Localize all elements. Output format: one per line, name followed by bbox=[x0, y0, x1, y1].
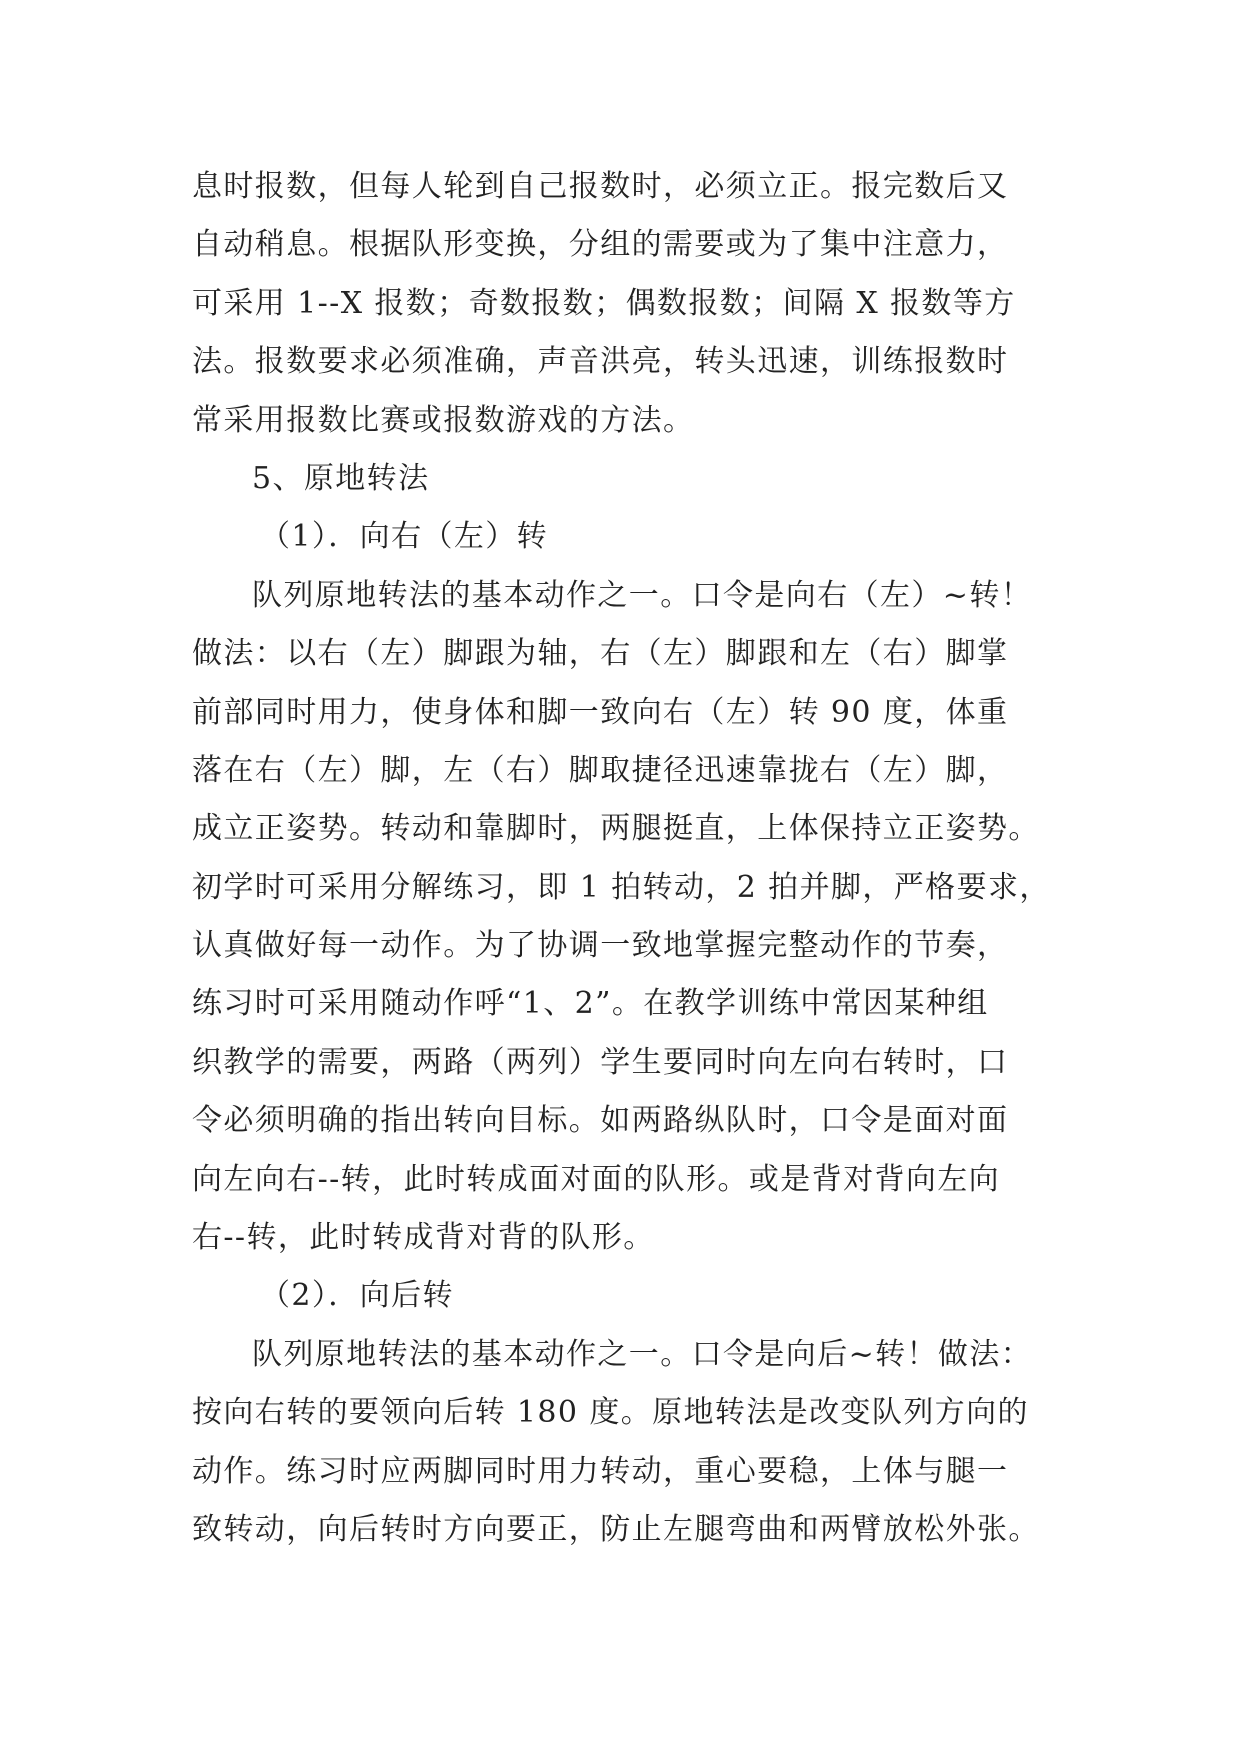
text-line: 认真做好每一动作。为了协调一致地掌握完整动作的节奏， bbox=[192, 928, 1009, 964]
text-line: 练习时可采用随动作呼“1、2”。在教学训练中常因某种组 bbox=[192, 986, 989, 1022]
text-line: 落在右（左）脚，左（右）脚取捷径迅速靠拢右（左）脚， bbox=[192, 752, 1009, 788]
text-line: 自动稍息。根据队形变换，分组的需要或为了集中注意力， bbox=[192, 227, 1009, 263]
text-line: 息时报数，但每人轮到自己报数时，必须立正。报完数后又 bbox=[192, 169, 1009, 204]
text-line: 初学时可采用分解练习，即 1 拍转动，2 拍并脚，严格要求， bbox=[192, 869, 1051, 905]
text-line: 常采用报数比赛或报数游戏的方法。 bbox=[192, 402, 695, 438]
text-line: 成立正姿势。转动和靠脚时，两腿挺直，上体保持立正姿势。 bbox=[192, 811, 1040, 847]
text-line: 右--转，此时转成背对背的队形。 bbox=[192, 1220, 655, 1256]
paragraph-first-line: 队列原地转法的基本动作之一。口令是向后~转！做法： bbox=[252, 1336, 1033, 1372]
text-line: 织教学的需要，两路（两列）学生要同时向左向右转时，口 bbox=[192, 1044, 1009, 1080]
text-line: 向左向右--转，此时转成面对面的队形。或是背对背向左向 bbox=[192, 1161, 1001, 1197]
text-line: 按向右转的要领向后转 180 度。原地转法是改变队列方向的 bbox=[192, 1395, 1029, 1431]
text-line: 令必须明确的指出转向目标。如两路纵队时，口令是面对面 bbox=[192, 1103, 1009, 1139]
paragraph-first-line: 队列原地转法的基本动作之一。口令是向右（左）~转！ bbox=[252, 577, 1033, 613]
text-line: 致转动，向后转时方向要正，防止左腿弯曲和两臂放松外张。 bbox=[192, 1511, 1040, 1547]
section-heading: 5、原地转法 bbox=[252, 460, 430, 496]
text-line: 可采用 1--X 报数；奇数报数；偶数报数；间隔 X 报数等方 bbox=[192, 285, 1016, 321]
subsection-heading: （2）．向后转 bbox=[260, 1278, 454, 1314]
text-line: 动作。练习时应两脚同时用力转动，重心要稳，上体与腿一 bbox=[192, 1453, 1009, 1489]
document-page bbox=[192, 158, 1072, 1559]
text-line: 前部同时用力，使身体和脚一致向右（左）转 90 度，体重 bbox=[192, 694, 1009, 730]
text-line: 做法：以右（左）脚跟为轴，右（左）脚跟和左（右）脚掌 bbox=[192, 636, 1009, 672]
text-line: 法。报数要求必须准确，声音洪亮，转头迅速，训练报数时 bbox=[192, 344, 1009, 380]
subsection-heading: （1）．向右（左）转 bbox=[260, 519, 549, 555]
